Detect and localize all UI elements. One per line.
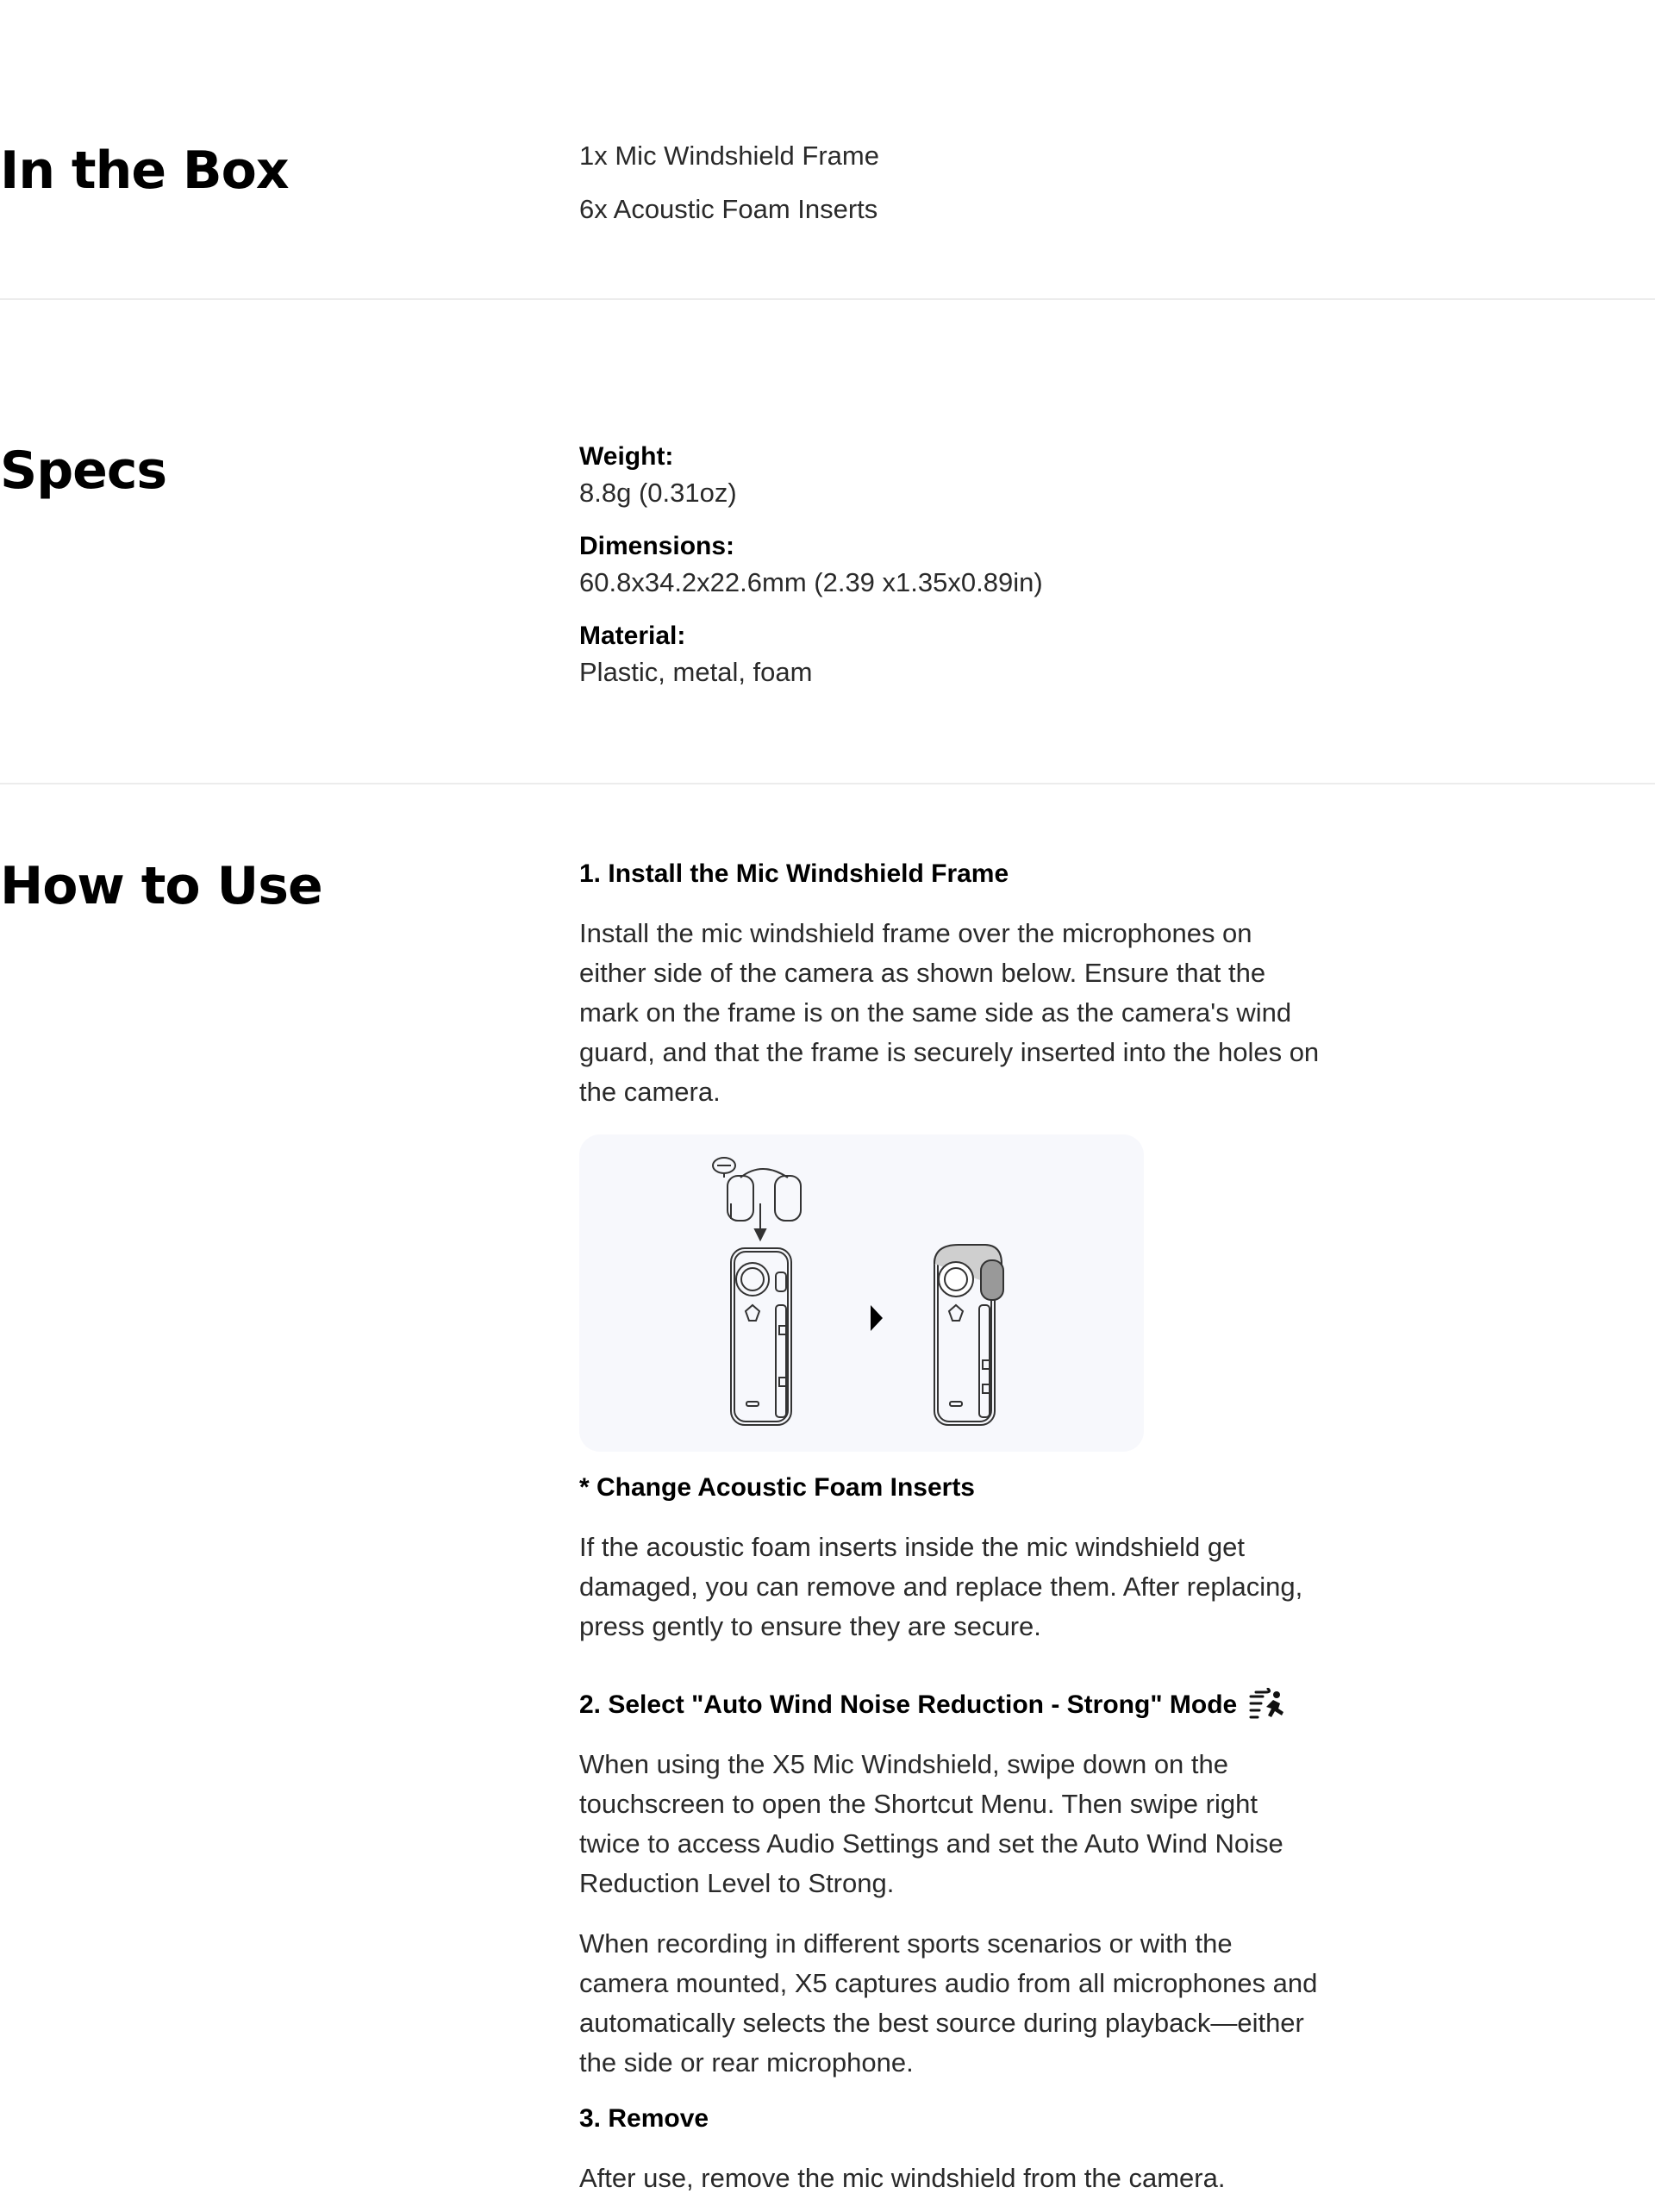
specs-list [579,441,1321,692]
how-to-use-content [579,857,1321,2198]
install-diagram [579,1134,1144,1452]
divider [0,298,1655,300]
spec-label: Weight: [579,442,674,471]
step-2-body-1: When using the X5 Mic Windshield, swipe down on the touchscreen to open the Shortcut Menu. Then swipe right twice to access Audio Settings and set the Auto Wind Noise Reduction Level to Strong. [579,1749,1283,1898]
install-illustration [579,1134,1144,1452]
box-item: 1x Mic Windshield Frame [579,141,879,171]
in-the-box-title: In the Box [0,141,289,201]
spec-row-dimensions [579,530,1321,603]
frame-right-icon [775,1176,801,1221]
step-3-body: After use, remove the mic windshield from the camera. [579,2163,1226,2193]
foam-body: If the acoustic foam inserts inside the mic windshield get damaged, you can remove and replace them. After replacing, press gently to ensure they are secure. [579,1532,1303,1641]
box-item: 6x Acoustic Foam Inserts [579,194,878,224]
step-3-title: 3. Remove [579,2104,709,2133]
divider [0,783,1655,784]
spec-label: Dimensions: [579,532,735,560]
spec-value: 8.8g (0.31oz) [579,478,737,508]
camera-before-icon [731,1248,791,1425]
next-arrow-icon [871,1305,883,1331]
spec-row-material [579,620,1321,692]
wind-noise-reduction-icon [1249,1688,1289,1722]
how-to-use-title: How to Use [0,856,322,916]
spec-row-weight [579,441,1321,513]
step-2-title: 2. Select "Auto Wind Noise Reduction - Strong" Mode [579,1690,1238,1719]
in-the-box-list [579,136,1321,229]
spec-value: 60.8x34.2x22.6mm (2.39 x1.35x0.89in) [579,567,1043,597]
spec-value: Plastic, metal, foam [579,657,813,687]
specs-title: Specs [0,441,167,501]
foam-title: * Change Acoustic Foam Inserts [579,1473,975,1502]
step-1-title: 1. Install the Mic Windshield Frame [579,859,1009,888]
step-2-title-row [579,1688,1321,1722]
step-2-body-2: When recording in different sports scenarios or with the camera mounted, X5 captures audio from all microphones and automatically selects the best source during playback—either the side or rear microphone. [579,1928,1318,2078]
step-1-body: Install the mic windshield frame over the microphones on either side of the camera as shown below. Ensure that the mark on the frame is on the same side as the camera's wind guard, and that the frame is securely inserted into the holes on the camera. [579,918,1320,1107]
spec-label: Material: [579,622,686,650]
